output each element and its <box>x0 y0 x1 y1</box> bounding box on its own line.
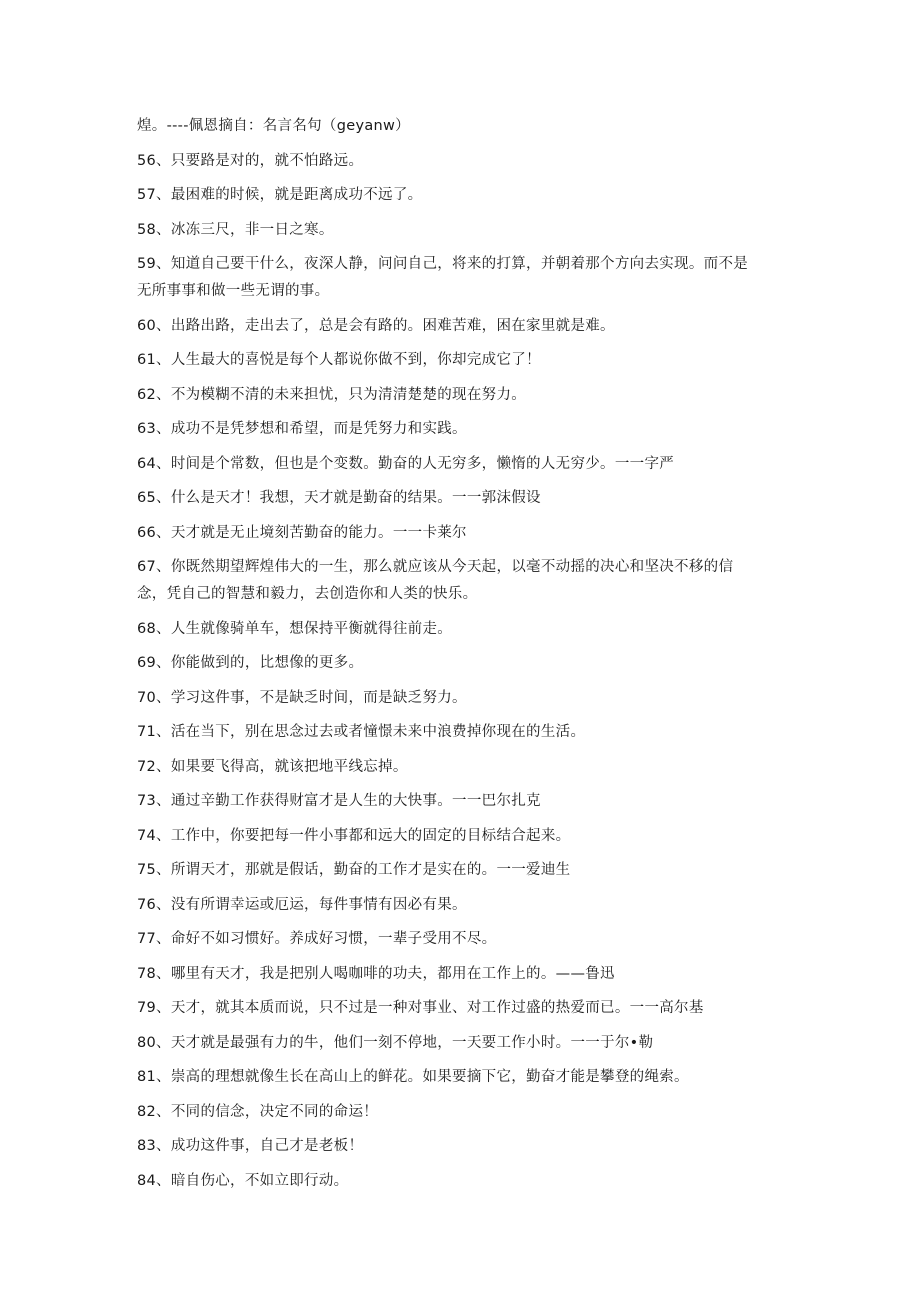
quote-58: 58、冰冻三尺，非一日之寒。 <box>137 221 334 238</box>
quote-65: 65、什么是天才！我想，天才就是勤奋的结果。一一郭沫假设 <box>137 490 541 506</box>
quote-68: 68、人生就像骑单车，想保持平衡就得往前走。 <box>137 620 453 637</box>
quote-60: 60、出路出路，走出去了，总是会有路的。困难苦难，困在家里就是难。 <box>137 317 615 334</box>
quote-79: 79、天才，就其本质而说，只不过是一种对事业、对工作过盛的热爱而已。一一高尔基 <box>137 1000 704 1016</box>
quote-77: 77、命好不如习惯好。养成好习惯，一辈子受用不尽。 <box>137 931 497 947</box>
quote-78: 78、哪里有天才，我是把别人喝咖啡的功夫，都用在工作上的。——鲁迅 <box>137 965 615 982</box>
quote-61: 61、人生最大的喜悦是每个人都说你做不到，你却完成它了！ <box>137 352 541 368</box>
quote-80: 80、天才就是最强有力的牛，他们一刻不停地，一天要工作小时。一一于尔•勒 <box>137 1034 654 1051</box>
quote-list <box>137 113 777 1195</box>
quote-67: 67、你既然期望辉煌伟大的一生，那么就应该从今天起，以毫不动摇的决心和坚决不移的信 <box>137 559 734 575</box>
text-line: 煌。----佩恩摘自：名言名句（geyanw） <box>137 118 410 134</box>
quote-59: 59、知道自己要干什么，夜深人静，问问自己，将来的打算，并朝着那个方向去实现。而不是 <box>137 256 749 272</box>
quote-66: 66、天才就是无止境刻苦勤奋的能力。一一卡莱尔 <box>137 524 467 541</box>
quote-64: 64、时间是个常数，但也是个变数。勤奋的人无穷多，懒惰的人无穷少。一一字严 <box>137 455 675 472</box>
quote-81: 81、崇高的理想就像生长在高山上的鲜花。如果要摘下它，勤奋才能是攀登的绳索。 <box>137 1069 689 1085</box>
quote-82: 82、不同的信念，决定不同的命运！ <box>137 1103 379 1120</box>
quote-57: 57、最困难的时候，就是距离成功不远了。 <box>137 187 423 203</box>
quote-63: 63、成功不是凭梦想和希望，而是凭努力和实践。 <box>137 421 467 437</box>
quote-74: 74、工作中，你要把每一件小事都和远大的固定的目标结合起来。 <box>137 827 571 844</box>
quote-72: 72、如果要飞得高，就该把地平线忘掉。 <box>137 758 408 775</box>
quote-84: 84、暗自伤心，不如立即行动。 <box>137 1172 349 1189</box>
quote-75: 75、所谓天才，那就是假话，勤奋的工作才是实在的。一一爱迪生 <box>137 862 571 878</box>
quote-69: 69、你能做到的，比想像的更多。 <box>137 655 364 671</box>
quote-76: 76、没有所谓幸运或厄运，每件事情有因必有果。 <box>137 896 467 913</box>
quote-83: 83、成功这件事，自己才是老板！ <box>137 1138 364 1154</box>
quote-71: 71、活在当下，别在思念过去或者憧憬未来中浪费掉你现在的生活。 <box>137 724 586 740</box>
quote-59-continued: 无所事事和做一些无谓的事。 <box>137 283 330 299</box>
quote-70: 70、学习这件事，不是缺乏时间，而是缺乏努力。 <box>137 689 467 706</box>
quote-73: 73、通过辛勤工作获得财富才是人生的大快事。一一巴尔扎克 <box>137 793 541 809</box>
quote-56: 56、只要路是对的，就不怕路远。 <box>137 152 364 169</box>
quote-67-continued: 念，凭自己的智慧和毅力，去创造你和人类的快乐。 <box>137 586 478 602</box>
quote-62: 62、不为模糊不清的未来担忧，只为清清楚楚的现在努力。 <box>137 386 527 403</box>
